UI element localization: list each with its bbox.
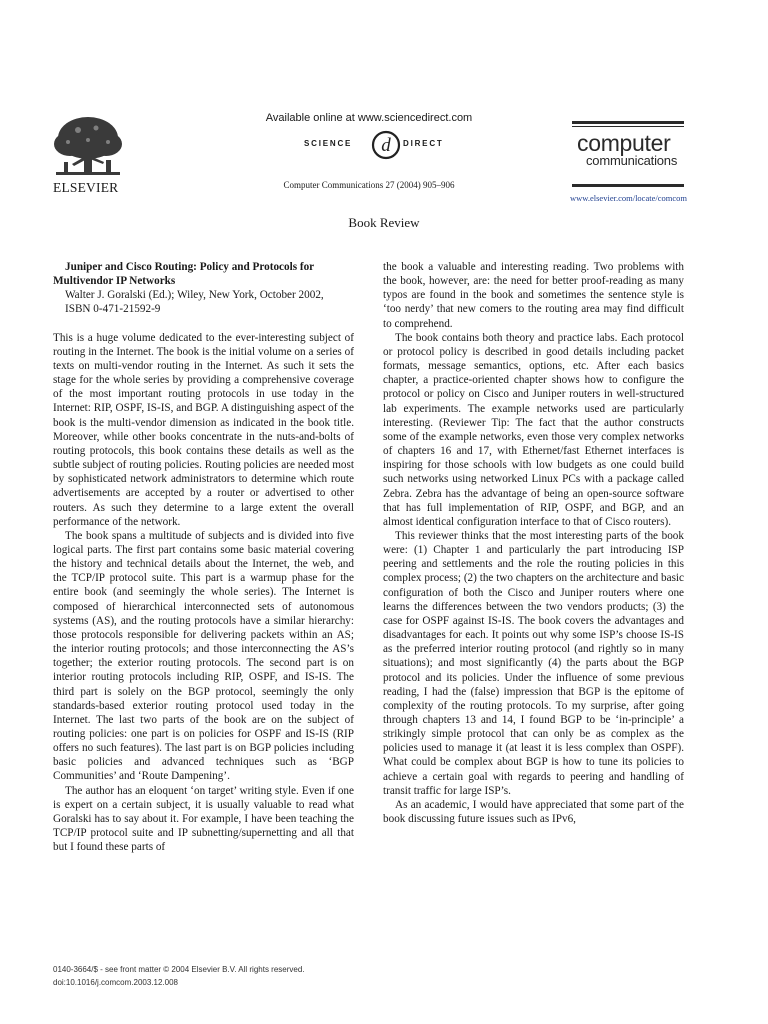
- left-column: [53, 260, 354, 854]
- journal-logo-rule-top: [572, 121, 684, 124]
- body-paragraph: As an academic, I would have appreciated that some part of the book discussing future issues such as IPv6,: [383, 798, 684, 826]
- body-paragraph: This reviewer thinks that the most interesting parts of the book were: (1) Chapter 1 and particularly the part introducing ISP peering and settlements and the role the routing policies in this complex process; (2) the two chapters on the architecture and basic configuration of both the Cisco and Juniper routers where one learns the differences between the two vendors products; (3) the case for OSPF against IS-IS. The book covers the advantages and disadvantages for each. It points out why some ISP’s choose IS-IS as the preferred interior routing protocol (and rightly so in many situations); and most significantly (4) the parts about the BGP protocol and its policies. Under the influence of some previous reading, I had the (false) impression that BGP is the epitome of complexity of the routing protocols. To my surprise, after going through chapters 13 and 14, I found BGP to be ‘in-principle’ a strikingly simple protocol that can only be as complex as the policies used to manage it (at least it is less complex than OSPF). What could be complex about BGP is how to tune its policies to achieve a certain goal with regards to peering and handling of transit traffic for large ISP’s.: [383, 529, 684, 797]
- section-label: Book Review: [348, 215, 420, 230]
- journal-url-link[interactable]: www.elsevier.com/locate/comcom: [570, 193, 687, 203]
- journal-citation: Computer Communications 27 (2004) 905–906: [283, 180, 455, 190]
- body-paragraph: The author has an eloquent ‘on target’ writing style. Even if one is expert on a certain subject, it is usually valuable to read what Goralski has to say about it. For example, I have been teaching the TCP/IP protocol suite and IP subnetting/supernetting and all that but I found these parts of: [53, 784, 354, 854]
- review-meta-line2: ISBN 0-471-21592-9: [65, 303, 161, 316]
- doi-line: doi:10.1016/j.comcom.2003.12.008: [53, 978, 178, 987]
- body-paragraph: The book contains both theory and practice labs. Each protocol or protocol policy is described in good details including packet formats, message semantics, options, etc. After each basics chapter, a practice-oriented chapter shows how to configure the protocol or policy on Cisco and Juniper routers in well-structured lab experiments. The example networks used are particularly interesting. (Reviewer Tip: The fact that the author constructs some of the example networks, even those very complex networks of chapters 16 and 17, with Ethernet/fast Ethernet interfaces is inspiring for those schools with low budgets as one could build such networks using networked Linux PCs with a package called Zebra. Zebra has the advantage of being an open-source software that has full implementation of RIP, OSPF, and BGP, and an almost identical configuration interface to that of Cisco routers).: [383, 331, 684, 528]
- svg-text:d: d: [381, 135, 391, 156]
- body-paragraph: This is a huge volume dedicated to the ever-interesting subject of routing in the Internet. The book is the initial volume on a series of texts on multi-vendor routing in the Internet. As such it sets the stage for the whole series by providing a comprehensive coverage of the most important routing protocols in use today in the Internet: RIP, OSPF, IS-IS, and BGP. A distinguishing aspect of the book is the multi-vendor dimension as indicated in the book title. Moreover, while other books concentrate in the nuts-and-bolts of routing protocols, this book contains these details as well as the subtle subject of routing policies. Routing policies are needed most by sophisticated network administrators to determine which route advertisements are accepted by a router or advertised to other routers. As such they determine to a large extent the overall performance of the network.: [53, 331, 354, 528]
- spacer: [53, 317, 354, 331]
- sciencedirect-logo: [300, 129, 470, 161]
- right-column: [383, 260, 684, 826]
- copyright-line: 0140-3664/$ - see front matter © 2004 Elsevier B.V. All rights reserved.: [53, 965, 305, 974]
- sd-at-icon: [371, 129, 401, 161]
- body-paragraph: The book spans a multitude of subjects and is divided into five logical parts. The first part contains some basic material covering the history and technical details about the Internet, the web, and the TCP/IP protocol suite. This part is a warmup phase for the entire book (and seemingly the whole series). The Internet is composed of hierarchical interconnected sets of autonomous systems (AS), and the routing protocols have a similar hierarchy: those protocols responsible for delivering packets within an AS; the interior routing protocols; and those interconnecting the AS’s together; the exterior routing protocols. The second part is on interior routing protocols including RIP, OSPF, and IS-IS. The third part is solely on the BGP protocol, seemingly the only standards-based exterior routing protocol used today in the Internet. The last two parts of the book are on the subject of routing policies: one part is on policies for OSPF and IS-IS (RIP offers no such features). The last part is on BGP policies including basic policies and advanced techniques such as ‘BGP Communities’ and ‘Route Dampening’.: [53, 529, 354, 783]
- sd-right-text: DIRECT: [403, 139, 444, 148]
- footer: [53, 963, 305, 989]
- journal-logo-rule-mid: [572, 126, 684, 127]
- body-paragraph: the book a valuable and interesting reading. Two problems with the book, however, are: the need for better proof-reading as many typos are found in the book and sometimes the sentence style is ‘too nerdy’ that new comers to the routing area may find difficult to comprehend.: [383, 261, 684, 330]
- review-title: Juniper and Cisco Routing: Policy and Protocols for Multivendor IP Networks: [53, 261, 314, 288]
- publisher-name: ELSEVIER: [53, 180, 119, 195]
- journal-title-line2: communications: [586, 153, 678, 168]
- sd-left-text: SCIENCE: [304, 139, 353, 148]
- journal-title-line1: computer: [577, 130, 671, 156]
- journal-logo-rule-bottom: [572, 184, 684, 187]
- available-online-text: Available online at www.sciencedirect.com: [265, 112, 473, 124]
- review-meta-line1: Walter J. Goralski (Ed.); Wiley, New York, October 2002,: [65, 289, 324, 302]
